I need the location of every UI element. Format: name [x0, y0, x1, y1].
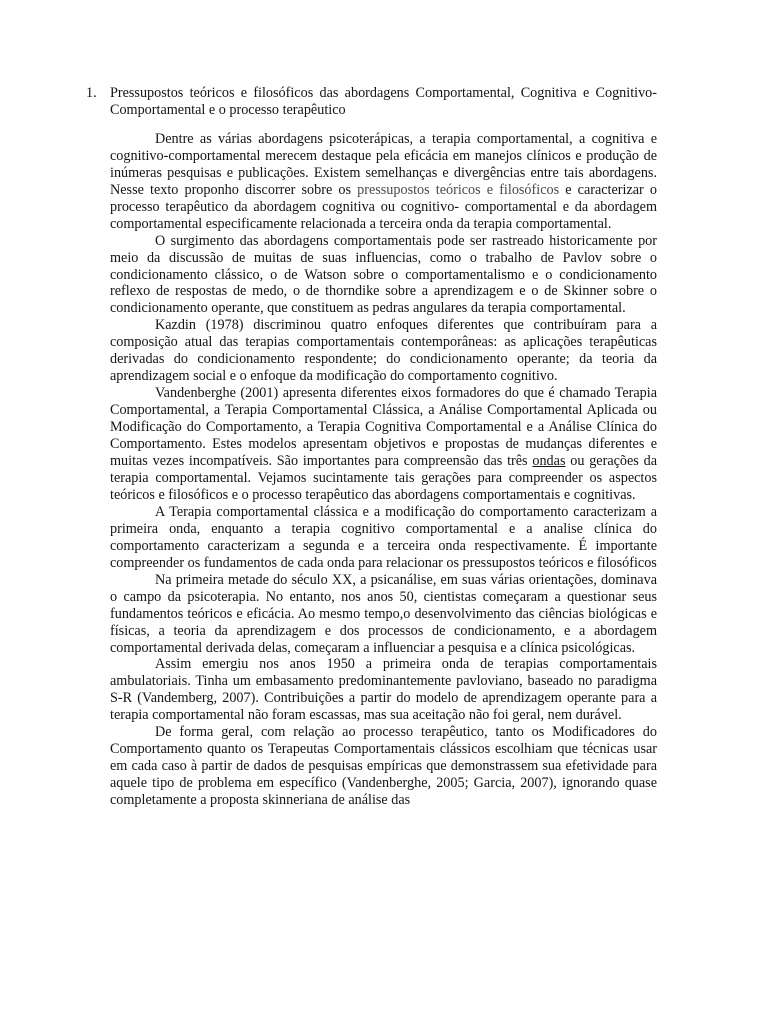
paragraph-4-text-a: Vandenberghe (2001) apresenta diferentes eixos formadores do que é chamado Terapia Comportamental, a Terapia Comportamental Clássica, a Análise Comportamental Aplicada ou Modificação do Comportamento, a Terapia Cognitiva Comportamental e a Análise Clínica do Comportamento. Estes modelos apresentam objetivos e propostas de mudanças diferentes e muitas vezes incompatíveis. São importantes para compreensão das três: [110, 385, 657, 470]
section-title: Pressupostos teóricos e filosóficos das abordagens Comportamental, Cognitiva e Cognitivo-Comportamental e o processo terapêutico: [110, 85, 657, 118]
paragraph-2: O surgimento das abordagens comportamentais pode ser rastreado historicamente por meio da discussão de muitas de suas influencias, como o trabalho de Pavlov sobre o condicionamento clássico, o de Watson sobre o comportamentalismo e o condicionamento reflexo de respostas de medo, o de thorndike sobre a aprendizagem e o de Skinner sobre o condicionamento operante, que constituem as pedras angulares da terapia comportamental.: [110, 232, 657, 317]
paragraph-4: [110, 385, 657, 504]
paragraph-1-text-a: Dentre as várias abordagens psicoterápicas, a terapia comportamental, a cognitiva e cognitivo-comportamental merecem destaque pela eficácia em manejos clínicos e produção de inúmeras pesquisas e publicações. Existem semelhanças e divergências entre tais abordagens. Nesse texto proponho discorrer sobre os: [110, 130, 657, 198]
document-body: [86, 85, 657, 809]
paragraph-4-underlined-word: ondas: [532, 453, 566, 470]
section-number: 1.: [86, 85, 97, 101]
paragraph-1-highlight: pressupostos teóricos e filosóficos: [357, 181, 560, 198]
paragraph-6: Na primeira metade do século XX, a psicanálise, em suas várias orientações, dominava o campo da psicoterapia. No entanto, nos anos 50, cientistas começaram a questionar seus fundamentos teóricos e eficácia. Ao mesmo tempo,o desenvolvimento das ciências biológicas e físicas, a teoria da aprendizagem e dos processos de condicionamento, e a abordagem comportamental derivada delas, começaram a influenciar a pesquisa e a clínica psicológicas.: [110, 571, 657, 656]
paragraph-1-text-b: e caracterizar o processo terapêutico da abordagem cognitiva ou cognitivo- comportamental e da abordagem comportamental especificamente relacionada a terceira onda da terapia comportamental.: [110, 181, 657, 232]
paragraph-4-text-b: ou gerações da terapia comportamental. Vejamos sucintamente tais gerações para compreender os aspectos teóricos e filosóficos e o processo terapêutico das abordagens comportamentais e cognitivas.: [110, 453, 657, 503]
paragraph-5: A Terapia comportamental clássica e a modificação do comportamento caracterizam a primeira onda, enquanto a terapia cognitivo comportamental e a analise clínica do comportamento caracterizam a segunda e a terceira onda respectivamente. É importante compreender os fundamentos de cada onda para relacionar os pressupostos teóricos e filosóficos: [110, 503, 657, 571]
paragraph-1: [110, 131, 657, 233]
paragraph-7: Assim emergiu nos anos 1950 a primeira onda de terapias comportamentais ambulatoriais. Tinha um embasamento predominantemente pavloviano, baseado no paradigma S-R (Vandemberg, 2007). Contribuições a partir do modelo de aprendizagem operante para a terapia comportamental não foram escassas, mas sua aceitação não foi geral, nem durável.: [110, 656, 657, 724]
section-heading: [86, 85, 657, 119]
paragraph-3: Kazdin (1978) discriminou quatro enfoques diferentes que contribuíram para a composição atual das terapias comportamentais contemporâneas: as aplicações terapêuticas derivadas do condicionamento respondente; do condicionamento operante; da teoria da aprendizagem social e o enfoque da modificação do comportamento cognitivo.: [110, 317, 657, 385]
paragraph-8: De forma geral, com relação ao processo terapêutico, tanto os Modificadores do Comportamento quanto os Terapeutas Comportamentais clássicos escolhiam que técnicas usar em cada caso à partir de dados de pesquisas empíricas que demonstrassem sua efetividade para aquele tipo de problema em específico (Vandenberghe, 2005; Garcia, 2007), ignorando quase completamente a proposta skinneriana de análise das: [110, 724, 657, 809]
